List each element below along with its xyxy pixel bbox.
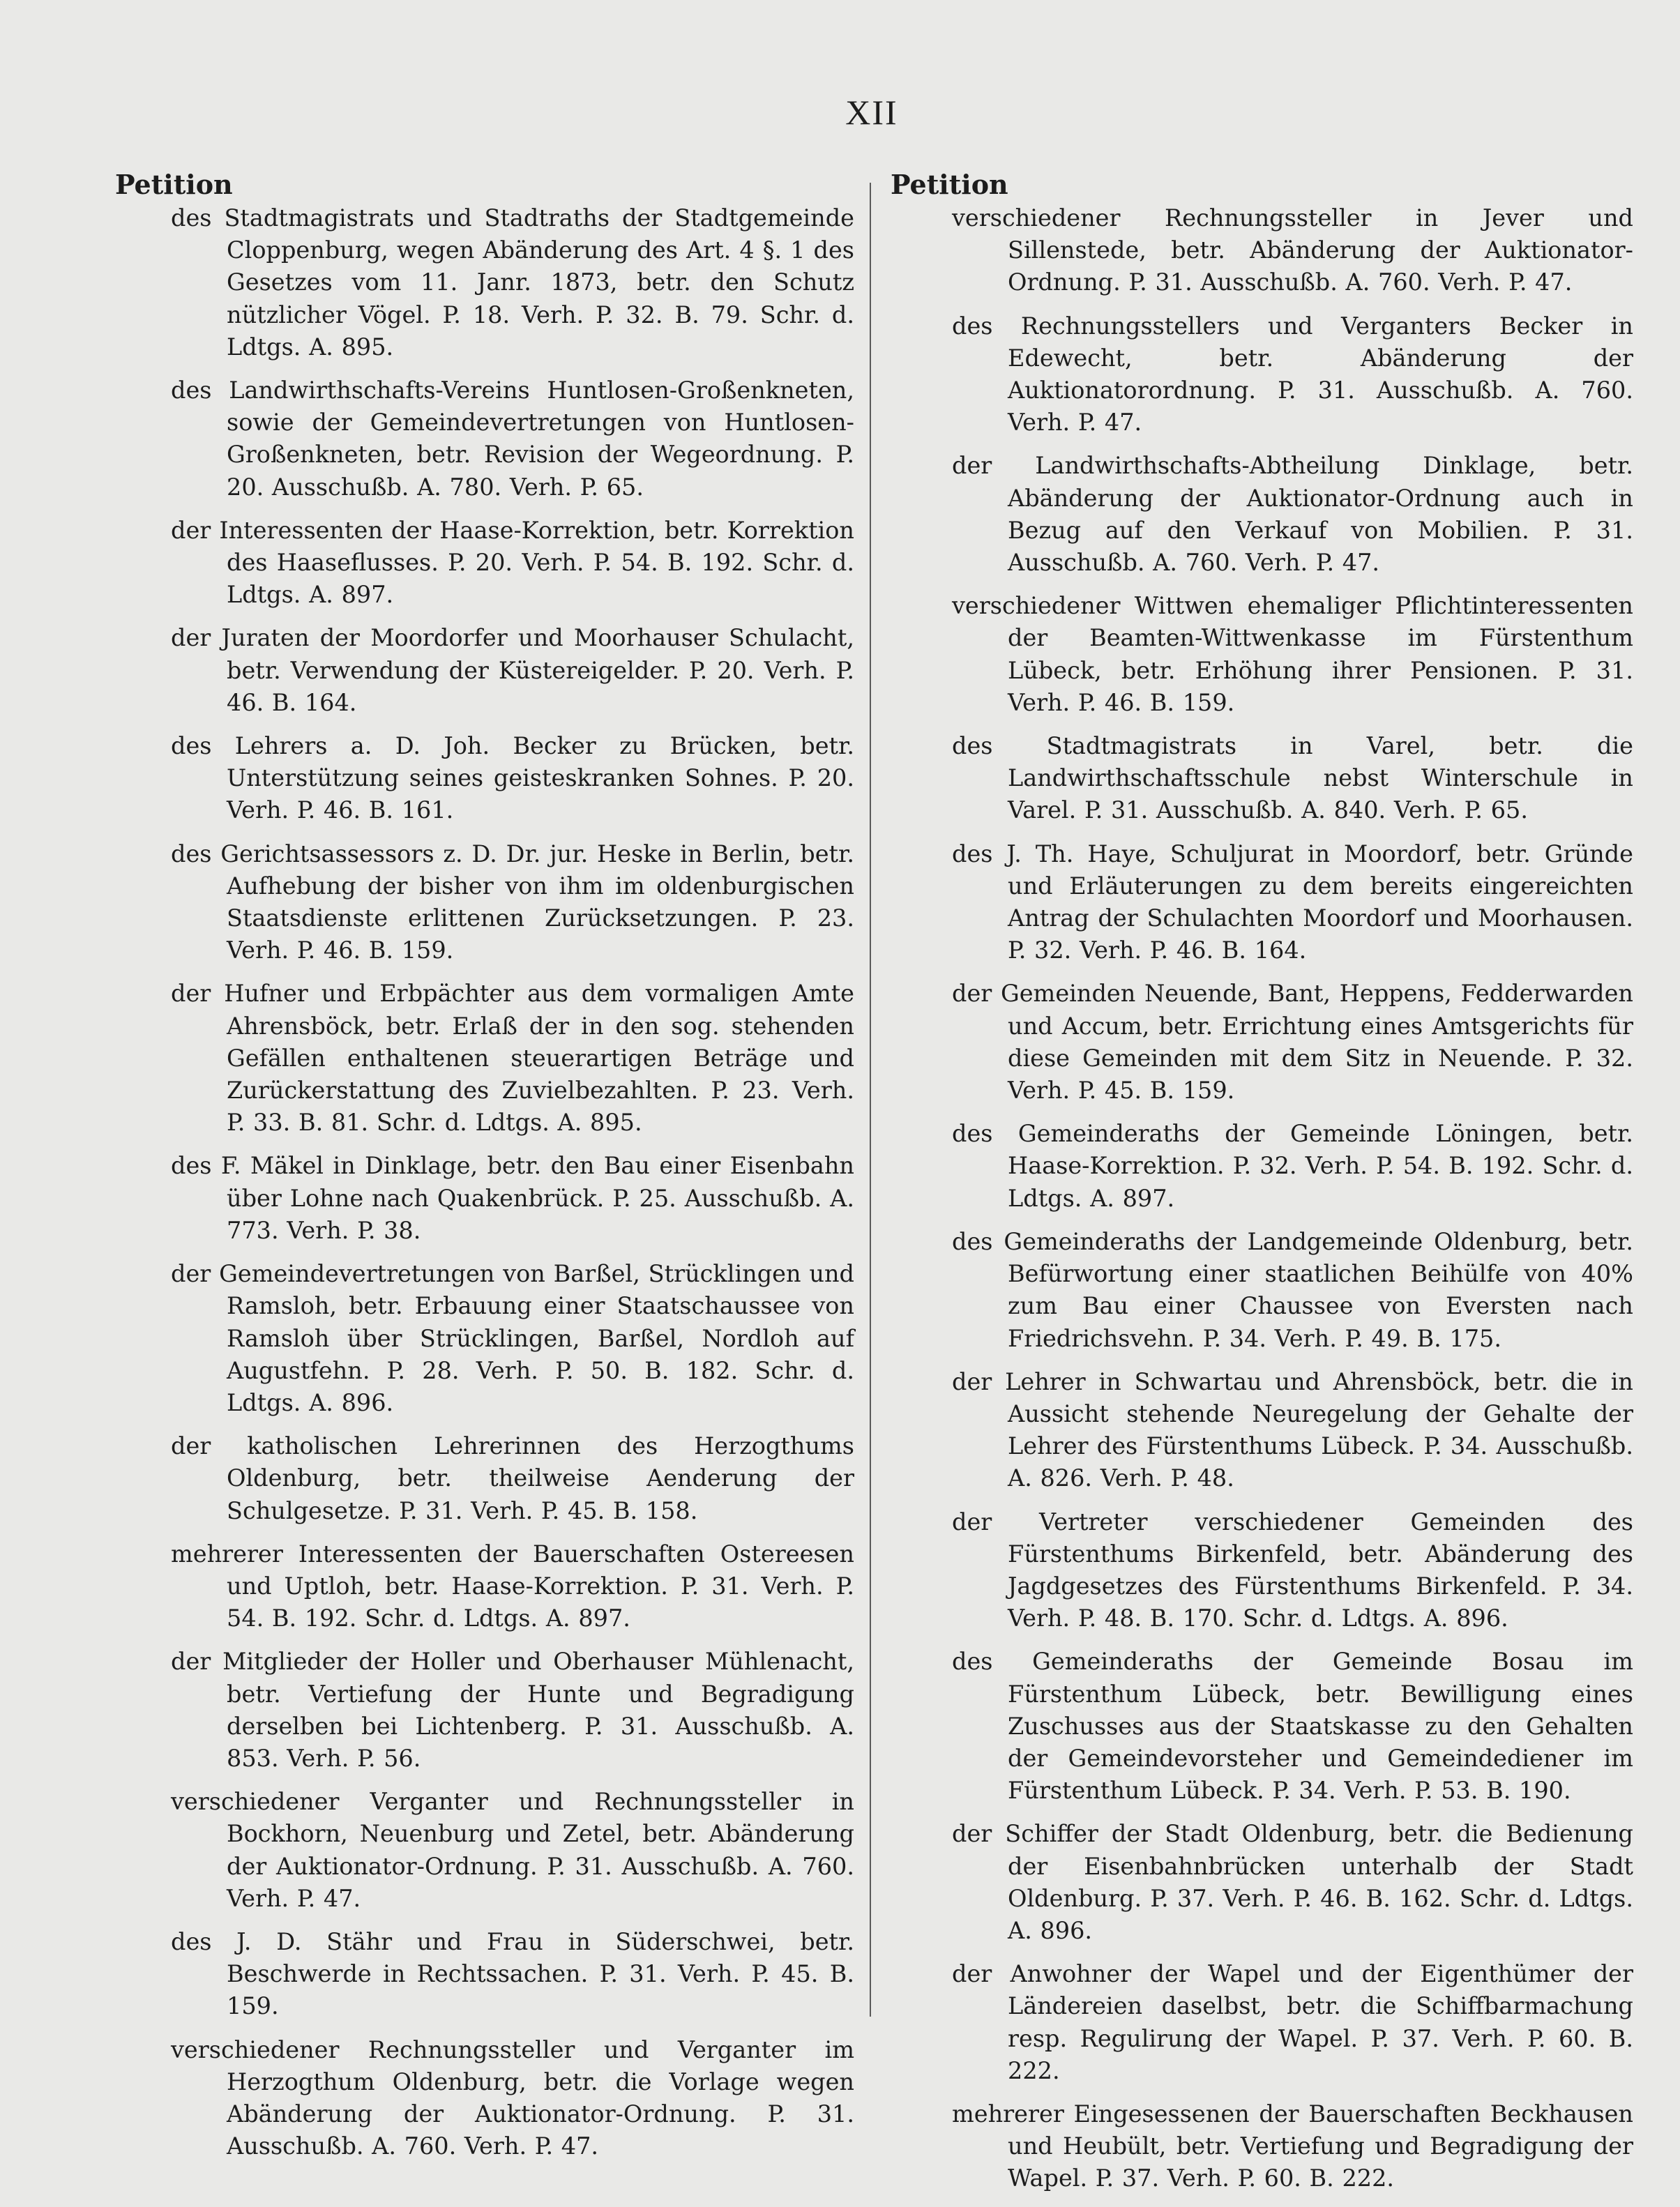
column-divider [870,190,871,2017]
petition-entry: der katholischen Lehrerinnen des Herzogthums Oldenburg, betr. theilweise Aenderung der Schulgesetze. P. 31. Verh. P. 45. B. 158. [171,1432,854,1524]
page-number: XII [845,93,898,132]
petition-entry: der Gemeinden Neuende, Bant, Heppens, Fedderwarden und Accum, betr. Errichtung eines Amtsgerichts für diese Gemeinden mit dem Sitz in Neuende. P. 32. Verh. P. 45. B. 159. [952,980,1633,1105]
petition-entry: der Anwohner der Wapel und der Eigenthümer der Ländereien daselbst, betr. die Schiffbarmachung resp. Regulirung der Wapel. P. 37. Verh. P. 60. B. 222. [952,1960,1633,2084]
petition-entry: des Gemeinderaths der Gemeinde Bosau im Fürstenthum Lübeck, betr. Bewilligung eines Zuschusses aus der Staatskasse zu den Gehalten der Gemeindevorsteher und Gemeindediener im Fürstenthum Lübeck. P. 34. Verh. P. 53. B. 190. [952,1648,1633,1805]
petition-entry: mehrerer Interessenten der Bauerschaften Ostereesen und Uptloh, betr. Haase-Korrektion. P. 31. Verh. P. 54. B. 192. Schr. d. Ldtgs. A. 897. [171,1540,854,1632]
petition-entry: mehrerer Eingesessenen der Bauerschaften Beckhausen und Heubült, betr. Vertiefung und Begradigung der Wapel. P. 37. Verh. P. 60. B. 222. [952,2100,1633,2192]
petition-entry: des Gemeinderaths der Gemeinde Löningen, betr. Haase-Korrektion. P. 32. Verh. P. 54. B. 192. Schr. d. Ldtgs. A. 897. [952,1120,1633,1212]
petition-entry: des Landwirthschafts-Vereins Huntlosen-Großenkneten, sowie der Gemeindevertretungen von Huntlosen-Großenkneten, betr. Revision der Wegeordnung. P. 20. Ausschußb. A. 780. Verh. P. 65. [171,377,854,501]
petition-entry: des Gemeinderaths der Landgemeinde Oldenburg, betr. Befürwortung einer staatlichen Beihülfe von 40% zum Bau einer Chaussee von Eversten nach Friedrichsvehn. P. 34. Verh. P. 49. B. 175. [952,1227,1633,1352]
right-column-heading: Petition [891,169,1008,200]
petition-entry: der Juraten der Moordorfer und Moorhauser Schulacht, betr. Verwendung der Küstereigelder. P. 20. Verh. P. 46. B. 164. [171,624,854,716]
petition-entry: der Lehrer in Schwartau und Ahrensböck, betr. die in Aussicht stehende Neuregelung der Gehalte der Lehrer des Fürstenthums Lübeck. P. 34. Ausschußb. A. 826. Verh. P. 48. [952,1367,1633,1492]
petition-entry: verschiedener Rechnungssteller und Verganter im Herzogthum Oldenburg, betr. die Vorlage wegen Abänderung der Auktionator-Ordnung. P. 31. Ausschußb. A. 760. Verh. P. 47. [171,2035,854,2160]
petition-entry: der Mitglieder der Holler und Oberhauser Mühlenacht, betr. Vertiefung der Hunte und Begradigung derselben bei Lichtenberg. P. 31. Ausschußb. A. 853. Verh. P. 56. [171,1648,854,1772]
petition-entry: des J. Th. Haye, Schuljurat in Moordorf, betr. Gründe und Erläuterungen zu dem bereits eingereichten Antrag der Schulachten Moordorf und Moorhausen. P. 32. Verh. P. 46. B. 164. [952,840,1633,964]
petition-entry: verschiedener Verganter und Rechnungssteller in Bockhorn, Neuenburg und Zetel, betr. Abänderung der Auktionator-Ordnung. P. 31. Ausschußb. A. 760. Verh. P. 47. [171,1788,854,1912]
left-column-heading: Petition [115,169,233,200]
left-column [115,169,854,2174]
petition-entry: der Vertreter verschiedener Gemeinden des Fürstenthums Birkenfeld, betr. Abänderung des Jagdgesetzes des Fürstenthums Birkenfeld. P. 34. Verh. P. 48. B. 170. Schr. d. Ldtgs. A. 896. [952,1508,1633,1632]
petition-entry: des Rechnungsstellers und Verganters Becker in Edewecht, betr. Abänderung der Auktionatorordnung. P. 31. Ausschußb. A. 760. Verh. P. 47. [952,312,1633,437]
petition-entry: der Schiffer der Stadt Oldenburg, betr. die Bedienung der Eisenbahnbrücken unterhalb der Stadt Oldenburg. P. 37. Verh. P. 46. B. 162. Schr. d. Ldtgs. A. 896. [952,1820,1633,1944]
petition-entry: der Gemeindevertretungen von Barßel, Strücklingen und Ramsloh, betr. Erbauung einer Staatschaussee von Ramsloh über Strücklingen, Barßel, Nordloh auf Augustfehn. P. 28. Verh. P. 50. B. 182. Schr. d. Ldtgs. A. 896. [171,1260,854,1416]
petition-entry: des J. D. Stähr und Frau in Süderschwei, betr. Beschwerde in Rechtssachen. P. 31. Verh. P. 45. B. 159. [171,1927,854,2020]
petition-entry: des Gerichtsassessors z. D. Dr. jur. Heske in Berlin, betr. Aufhebung der bisher von ihm im oldenburgischen Staatsdienste erlittenen Zurücksetzungen. P. 23. Verh. P. 46. B. 159. [171,840,854,964]
petition-entry: des Stadtmagistrats und Stadtraths der Stadtgemeinde Cloppenburg, wegen Abänderung des Art. 4 §. 1 des Gesetzes vom 11. Janr. 1873, betr. den Schutz nützlicher Vögel. P. 18. Verh. P. 32. B. 79. Schr. d. Ldtgs. A. 895. [171,204,854,361]
petition-entry: verschiedener Rechnungssteller in Jever und Sillenstede, betr. Abänderung der Auktionator-Ordnung. P. 31. Ausschußb. A. 760. Verh. P. 47. [952,204,1633,296]
petition-entry: des Lehrers a. D. Joh. Becker zu Brücken, betr. Unterstützung seines geisteskranken Sohnes. P. 20. Verh. P. 46. B. 161. [171,732,854,824]
petition-entry: der Interessenten der Haase-Korrektion, betr. Korrektion des Haaseflusses. P. 20. Verh. P. 54. B. 192. Schr. d. Ldtgs. A. 897. [171,516,854,609]
petition-entry: der Hufner und Erbpächter aus dem vormaligen Amte Ahrensböck, betr. Erlaß der in den sog. stehenden Gefällen enthaltenen steuerartigen Beträge und Zurückerstattung des Zuvielbezahlten. P. 23. Verh. P. 33. B. 81. Schr. d. Ldtgs. A. 895. [171,980,854,1137]
petition-entry: des F. Mäkel in Dinklage, betr. den Bau einer Eisenbahn über Lohne nach Quakenbrück. P. 25. Ausschußb. A. 773. Verh. P. 38. [171,1152,854,1244]
petition-entry: des Stadtmagistrats in Varel, betr. die Landwirthschaftsschule nebst Winterschule in Varel. P. 31. Ausschußb. A. 840. Verh. P. 65. [952,732,1633,824]
right-column [891,169,1633,2206]
petition-entry: verschiedener Wittwen ehemaliger Pflichtinteressenten der Beamten-Wittwenkasse im Fürstenthum Lübeck, betr. Erhöhung ihrer Pensionen. P. 31. Verh. P. 46. B. 159. [952,592,1633,716]
petition-entry: der Landwirthschafts-Abtheilung Dinklage, betr. Abänderung der Auktionator-Ordnung auch in Bezug auf den Verkauf von Mobilien. P. 31. Ausschußb. A. 760. Verh. P. 47. [952,452,1633,577]
